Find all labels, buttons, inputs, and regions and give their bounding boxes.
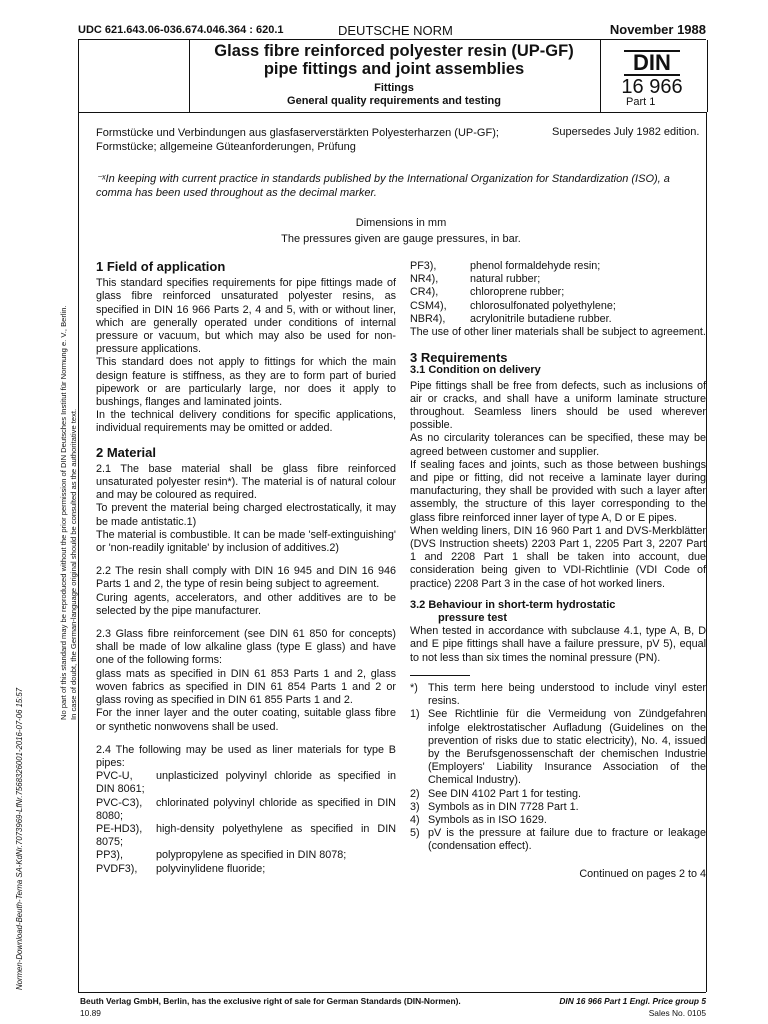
subclause-2-3: 2.3 Glass fibre reinforcement (see DIN 61 850 for concepts) shall be made of low alkaline glass (type E glass) and have one of the following forms: xyxy=(96,628,396,667)
copyright-side-note: No part of this standard may be reproduced without the prior permission of DIN Deutsches Institut für Normung e. V., Berlin. In case of doubt, the German-language original should be consulted as the authoritative text. xyxy=(59,305,78,720)
german-title: Formstücke und Verbindungen aus glasfaserverstärkten Polyesterharzen (UP-GF); Formstücke; allgemeine Güteanforderungen, Prüfung xyxy=(96,127,499,153)
footnotes xyxy=(410,682,706,854)
frame-bottom xyxy=(78,992,706,993)
supersedes-note: Supersedes July 1982 edition. xyxy=(552,126,700,138)
document-reference: DIN 16 966 Part 1 Engl. Price group 5 xyxy=(559,996,706,1006)
liner-item: PVC-U, unplasticized polyvinyl chloride as specified in DIN 8061; xyxy=(96,770,396,796)
iso-decimal-note: ⁻ˣIn keeping with current practice in standards published by the International Organization for Standardization (ISO), a comma has been used throughout as the decimal marker. xyxy=(96,173,670,199)
subclause-3-2-para: When tested in accordance with subclause 4.1, type A, B, D and E pipe fittings shall have a failure pressure, pV 5), equal to not less than six times the nominal pressure (PN). xyxy=(410,625,706,664)
din-logo: DIN xyxy=(633,50,671,75)
section-1-para-3: In the technical delivery conditions for specific applications, individual requirements may be omitted or added. xyxy=(96,409,396,435)
subclause-3-2-heading: 3.2 Behaviour in short-term hydrostatic pressure test xyxy=(410,598,616,625)
subclause-3-1-para-3: If sealing faces and joints, such as those between bushings and pipe or fitting, did not receive a laminate layer during manufacturing, they shall be provided with such a layer after assembly, the structure of this layer corresponding to the glass fibre reinforced inner layer of type A, D or E pipes. xyxy=(410,458,706,524)
liner-item: PVC-C3), chlorinated polyvinyl chloride as specified in DIN 8080; xyxy=(96,796,396,822)
sales-number: Sales No. 0105 xyxy=(648,1008,706,1018)
footnote: 1) See Richtlinie für die Vermeidung von Zündgefahren infolge elektrostatischer Aufladung (Guidelines on the prevention of risks due to static electricity), No. 4, issued by the Berufsgenossenschaft der chemischen Industrie (Employers' Liability Insurance Association of the Chemical Industry). xyxy=(410,708,706,787)
document-title: Glass fibre reinforced polyester resin (UP-GF) pipe fittings and joint assemblies xyxy=(214,42,574,78)
subclause-2-1: 2.1 The base material shall be glass fibre reinforced unsaturated polyester resin*). The material is of natural colour and may be coloured as required. xyxy=(96,462,396,502)
liner-list-right xyxy=(410,260,706,326)
section-2-heading: 2 Material xyxy=(96,444,156,460)
dimensions-note: Dimensions in mm The pressures given are gauge pressures, in bar. xyxy=(281,217,521,245)
liner-item: NBR4), acrylonitrile butadiene rubber. xyxy=(410,312,612,325)
subclause-3-1-heading: 3.1 Condition on delivery xyxy=(410,364,541,377)
standard-type: DEUTSCHE NORM xyxy=(338,23,453,38)
subclause-2-1-antistatic: To prevent the material being charged electrostatically, it may be made antistatic.1) xyxy=(96,502,396,528)
liner-item: NR4), natural rubber; xyxy=(410,273,541,286)
download-side-note: Normen-Download-Beuth-Terna SA-KdNr.7073969-LfNr.7568326001-2016-07-06 15:57 xyxy=(15,687,24,990)
section-1-para-2: This standard does not apply to fittings for which the main design feature is stiffness, as they are to form part of buried pipework or are particularly large, nor does it apply to bushings, flanges and laminated joints. xyxy=(96,356,396,409)
continued-note: Continued on pages 2 to 4 xyxy=(579,867,706,880)
subclause-3-1-para-2: As no circularity tolerances can be specified, these may be agreed between customer and supplier. xyxy=(410,432,706,458)
subclause-2-4: 2.4 The following may be used as liner materials for type B pipes: xyxy=(96,743,396,769)
publisher-note: Beuth Verlag GmbH, Berlin, has the exclusive right of sale for German Standards (DIN-Normen). xyxy=(80,996,461,1006)
section-1-para-1: This standard specifies requirements for pipe fittings made of glass fibre reinforced unsaturated polyester resins, as specified in DIN 16 966 Parts 2, 4 and 5, with or without liner, which are generally operated under conditions of internal pressure or vacuum, but which may also be used for non-pressure applications. xyxy=(96,277,396,356)
liner-item: PE-HD3), high-density polyethylene as specified in DIN 8075; xyxy=(96,822,396,849)
right-column xyxy=(410,260,706,881)
footnote: *) This term here being understood to include vinyl ester resins. xyxy=(410,681,706,708)
frame-left xyxy=(78,112,79,992)
footnote: 2) See DIN 4102 Part 1 for testing. xyxy=(410,787,582,800)
liners-other-note: The use of other liner materials shall be subject to agreement. xyxy=(410,326,706,339)
footnote: 5) pV is the pressure at failure due to fracture or leakage (condensation effect). xyxy=(410,827,706,853)
subclause-2-1-combustible: The material is combustible. It can be made 'self-extinguishing' or 'non-readily ignitable' by inclusion of additives.2) xyxy=(96,528,396,555)
liner-item: PP3), polypropylene as specified in DIN 8078; xyxy=(96,849,347,862)
subclause-2-2-additives: Curing agents, accelerators, and other additives are to be selected by the pipe manufacturer. xyxy=(96,591,396,617)
subclause-2-3-forms: glass mats as specified in DIN 61 853 Parts 1 and 2, glass woven fabrics as specified in DIN 61 854 Parts 1 and 2 or glass roving as specified in DIN 61 855 Parts 1 and 2. xyxy=(96,667,396,707)
liner-item: CR4), chloroprene rubber; xyxy=(410,286,565,299)
footnote: 4) Symbols as in ISO 1629. xyxy=(410,813,547,826)
publication-date: November 1988 xyxy=(609,22,706,37)
subclause-2-3-nonwovens: For the inner layer and the outer coating, suitable glass fibre or synthetic nonwovens shall be used. xyxy=(96,707,396,733)
title-box-left-cell xyxy=(78,40,190,112)
footnote: 3) Symbols as in DIN 7728 Part 1. xyxy=(410,800,579,813)
note-marker-icon: ⁻ˣ xyxy=(96,173,106,185)
liner-item: CSM4), chlorosulfonated polyethylene; xyxy=(410,299,616,312)
liner-item: PF3), phenol formaldehyde resin; xyxy=(410,260,601,272)
subclause-3-1-para-1: Pipe fittings shall be free from defects, such as inclusions of air or cracks, and shall have a uniform laminate structure throughout. Seamless liners should be used wherever possible. xyxy=(410,379,706,432)
subclause-2-2: 2.2 The resin shall comply with DIN 16 945 and DIN 16 946 Parts 1 and 2, the type of resin being subject to agreement. xyxy=(96,565,396,591)
udc-code: UDC 621.643.06-036.674.046.364 : 620.1 xyxy=(78,24,284,36)
din-number: 16 966 xyxy=(621,76,683,98)
din-part: Part 1 xyxy=(626,96,656,108)
section-3-heading: 3 Requirements xyxy=(410,350,508,366)
frame-right xyxy=(706,112,707,992)
footnote-rule xyxy=(410,675,470,676)
subclause-3-1-para-4: When welding liners, DIN 16 960 Part 1 and DVS-Merkblätter (DVS Instruction sheets) 2203 Part 1, 2205 Part 3, 2207 Part 1 and 2208 Part 1 shall be taken into account, due consideration being given to VDI-Richtlinie (VDI Code of practice) 2208 Part 3 in the case of hot worked liners. xyxy=(410,524,706,590)
document-subtitle: Fittings General quality requirements and testing xyxy=(287,82,501,107)
liner-list-left xyxy=(96,770,396,876)
section-1-heading: 1 Field of application xyxy=(96,259,226,274)
edition-date: 10.89 xyxy=(80,1008,101,1018)
liner-item: PVDF3), polyvinylidene fluoride; xyxy=(96,862,266,875)
left-column xyxy=(96,260,396,876)
